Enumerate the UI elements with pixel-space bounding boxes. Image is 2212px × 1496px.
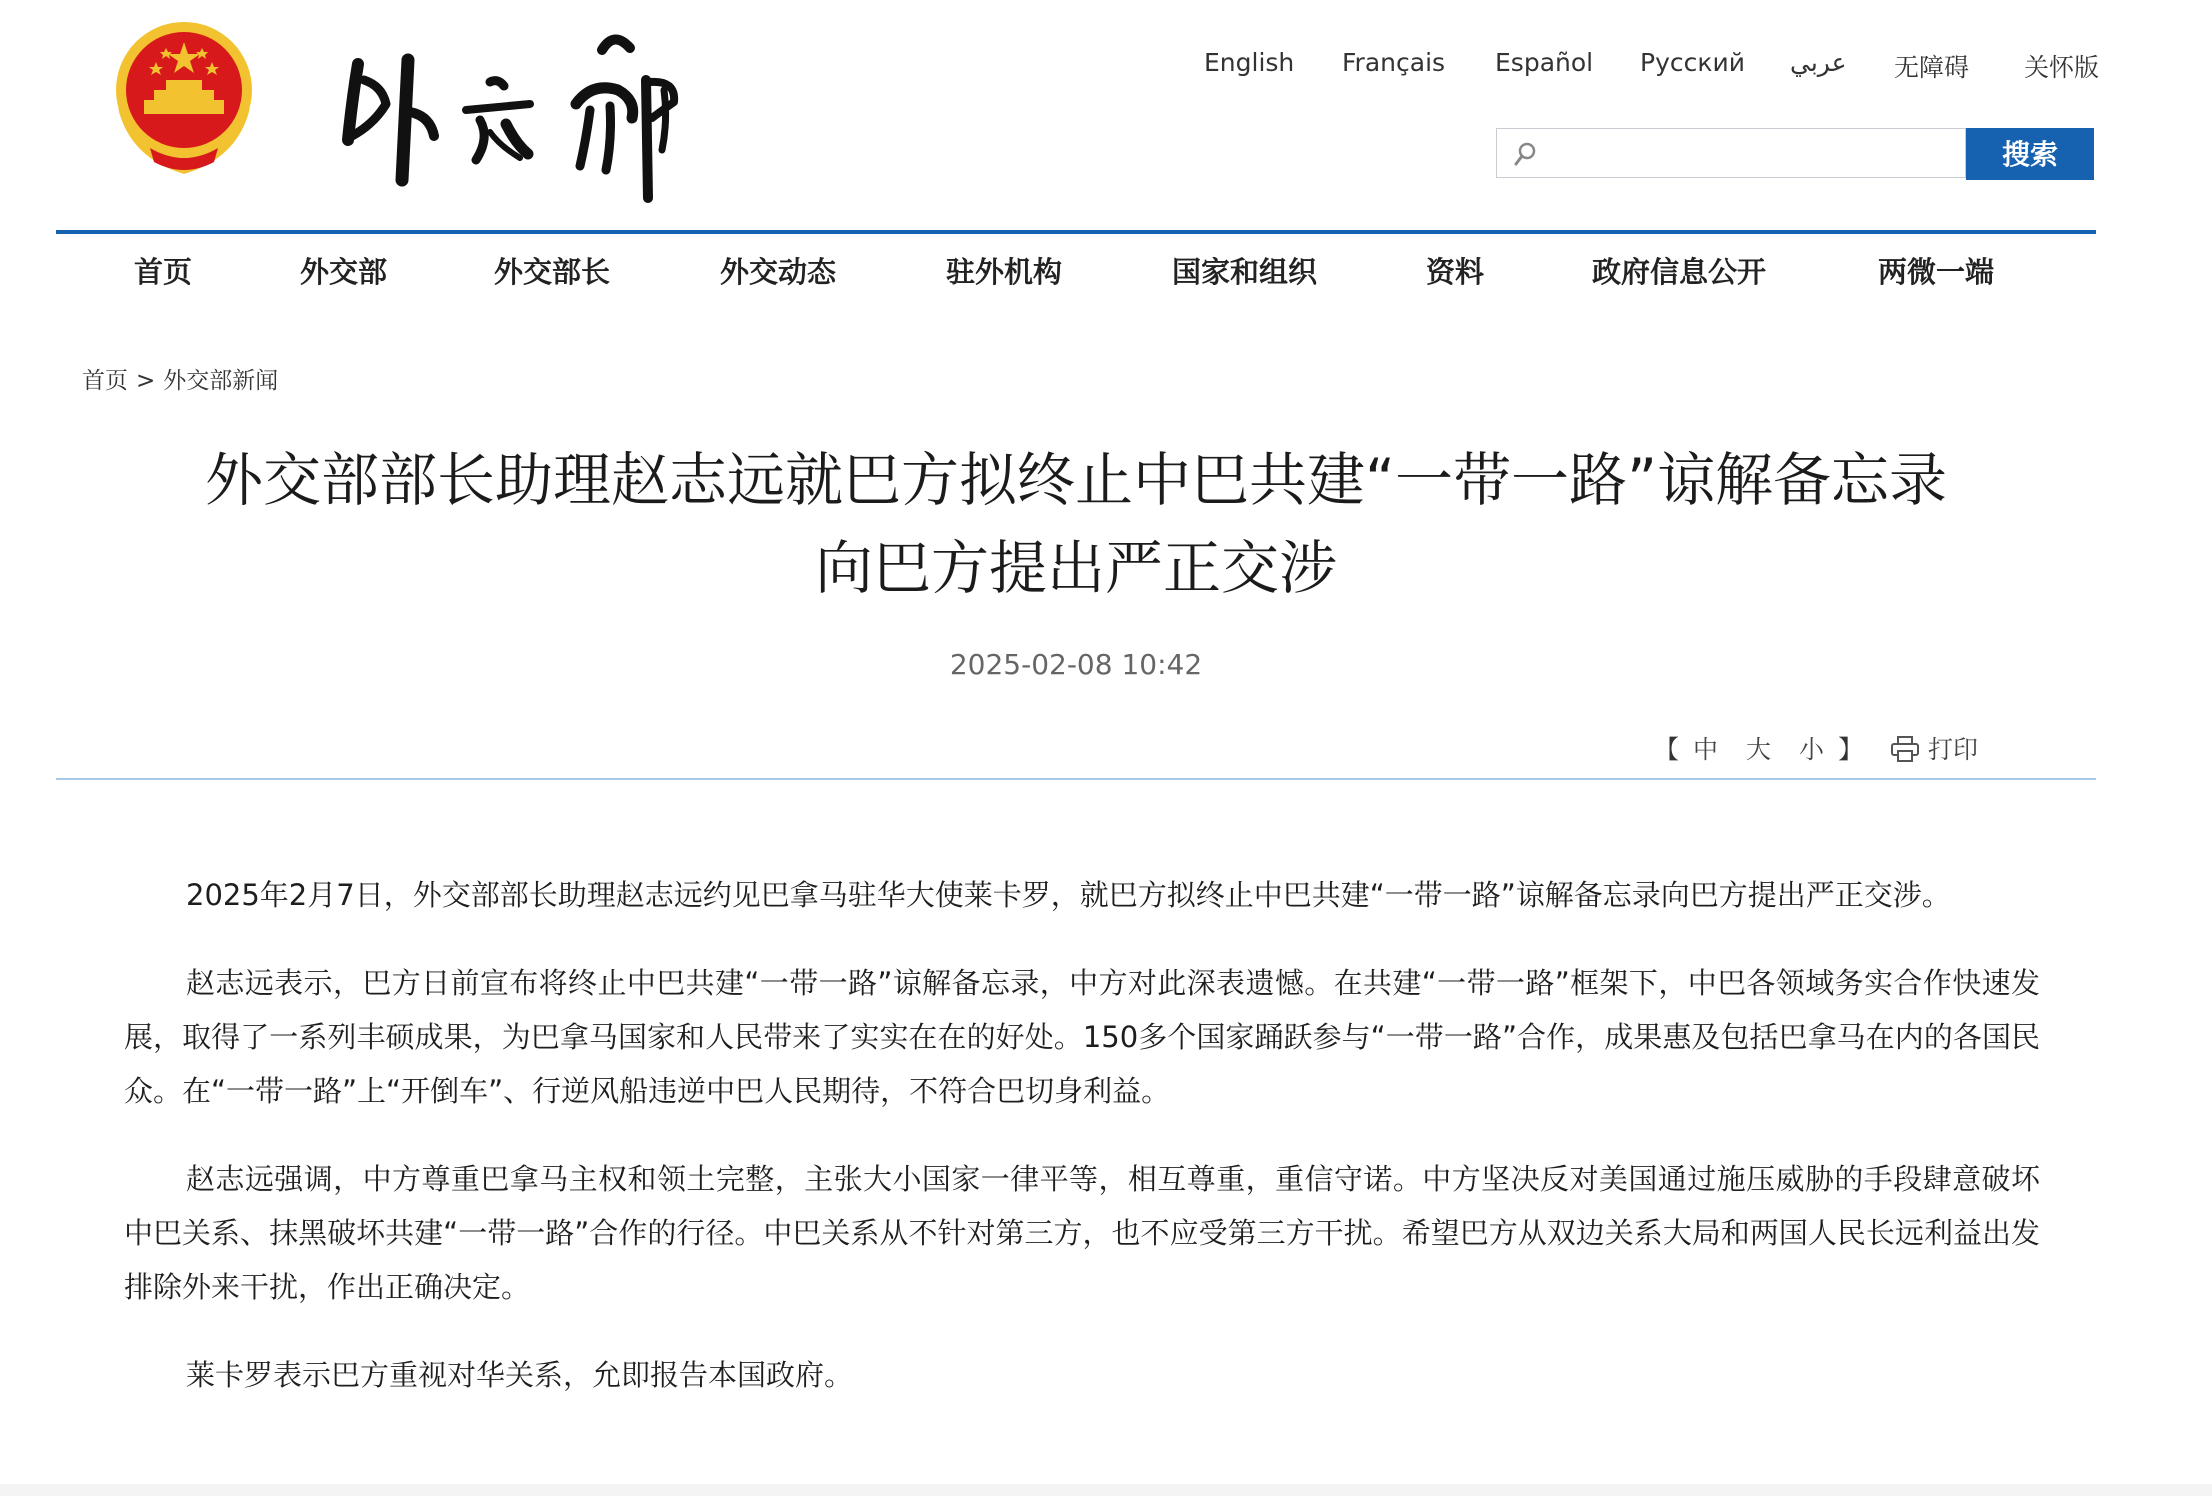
- lang-spanish-link[interactable]: Español: [1495, 48, 1594, 77]
- printer-icon: [1890, 735, 1920, 763]
- lang-russian-link[interactable]: Русский: [1640, 48, 1745, 77]
- search-bar: [1496, 128, 2094, 180]
- site-header: [0, 0, 2212, 236]
- search-input[interactable]: [1545, 137, 1959, 173]
- font-size-medium-button[interactable]: 中: [1693, 735, 1719, 764]
- lang-english-link[interactable]: English: [1204, 48, 1295, 77]
- article-paragraph: 2025年2月7日，外交部部长助理赵志远约见巴拿马驻华大使莱卡罗，就巴方拟终止中巴共建“一带一路”谅解备忘录向巴方提出严正交涉。: [186, 878, 1951, 912]
- search-icon: [1509, 139, 1539, 169]
- font-size-bracket-close: 】: [1838, 735, 1864, 764]
- search-box: [1496, 128, 1966, 178]
- article-title-line1: 外交部部长助理赵志远就巴方拟终止中巴共建“一带一路”谅解备忘录: [204, 446, 1948, 514]
- article-divider: [56, 778, 2096, 780]
- article-paragraph: 赵志远表示，巴方日前宣布将终止中巴共建“一带一路”谅解备忘录，中方对此深表遗憾。在共建“一带一路”框架下，中巴各领域务实合作快速发展，取得了一系列丰硕成果，为巴拿马国家和人民带来了实实在在的好处。150多个国家踊跃参与“一带一路”合作，成果惠及包括巴拿马在内的各国民众。在“一带一路”上“开倒车”、行逆风船违逆中巴人民期待，不符合巴切身利益。: [124, 966, 2040, 1108]
- article-title: [120, 436, 2032, 612]
- search-button[interactable]: 搜索: [1966, 128, 2094, 180]
- nav-item-countries-orgs[interactable]: 国家和组织: [1172, 255, 1318, 289]
- nav-item-materials[interactable]: 资料: [1426, 255, 1485, 289]
- language-bar: [1180, 48, 2100, 88]
- nav-item-gov-info[interactable]: 政府信息公开: [1592, 255, 1767, 289]
- font-size-large-button[interactable]: 大: [1746, 735, 1772, 764]
- ministry-calligraphy-logo[interactable]: [330, 20, 720, 216]
- nav-item-social-media[interactable]: 两微一端: [1878, 255, 1995, 289]
- page-bottom-edge: [0, 1484, 2212, 1496]
- nav-item-ministry[interactable]: 外交部: [300, 255, 388, 289]
- breadcrumb-separator: >: [136, 368, 156, 394]
- nav-item-minister[interactable]: 外交部长: [494, 255, 611, 289]
- nav-item-diplomatic-news[interactable]: 外交动态: [720, 255, 837, 289]
- nav-item-missions-abroad[interactable]: 驻外机构: [946, 255, 1063, 289]
- font-size-controls: [1654, 730, 1863, 766]
- main-nav: [56, 250, 2096, 302]
- print-button[interactable]: [1890, 730, 1978, 766]
- breadcrumb-news-link[interactable]: 外交部新闻: [163, 368, 279, 394]
- article-date: 2025-02-08 10:42: [949, 648, 1203, 681]
- lang-arabic-link[interactable]: عربي: [1790, 48, 1847, 77]
- elder-care-version-link[interactable]: 关怀版: [2024, 53, 2100, 82]
- header-divider: [56, 230, 2096, 234]
- article-body: [124, 868, 2040, 1436]
- font-size-bracket-open: 【: [1654, 735, 1680, 764]
- lang-french-link[interactable]: Français: [1342, 48, 1446, 77]
- font-size-small-button[interactable]: 小: [1799, 735, 1825, 764]
- nav-item-home[interactable]: 首页: [134, 255, 193, 289]
- article-paragraph: 莱卡罗表示巴方重视对华关系，允即报告本国政府。: [186, 1358, 854, 1392]
- article-paragraph: 赵志远强调，中方尊重巴拿马主权和领土完整，主张大小国家一律平等，相互尊重，重信守诺。中方坚决反对美国通过施压威胁的手段肆意破坏中巴关系、抹黑破坏共建“一带一路”合作的行径。中巴关系从不针对第三方，也不应受第三方干扰。希望巴方从双边关系大局和两国人民长远利益出发排除外来干扰，作出正确决定。: [124, 1162, 2040, 1304]
- national-emblem-icon[interactable]: [110, 18, 258, 178]
- breadcrumb-home-link[interactable]: 首页: [82, 368, 128, 394]
- breadcrumb: [82, 362, 278, 395]
- accessibility-link[interactable]: 无障碍: [1894, 53, 1970, 82]
- article-title-line2: 向巴方提出严正交涉: [814, 534, 1337, 602]
- print-label: 打印: [1928, 735, 1979, 764]
